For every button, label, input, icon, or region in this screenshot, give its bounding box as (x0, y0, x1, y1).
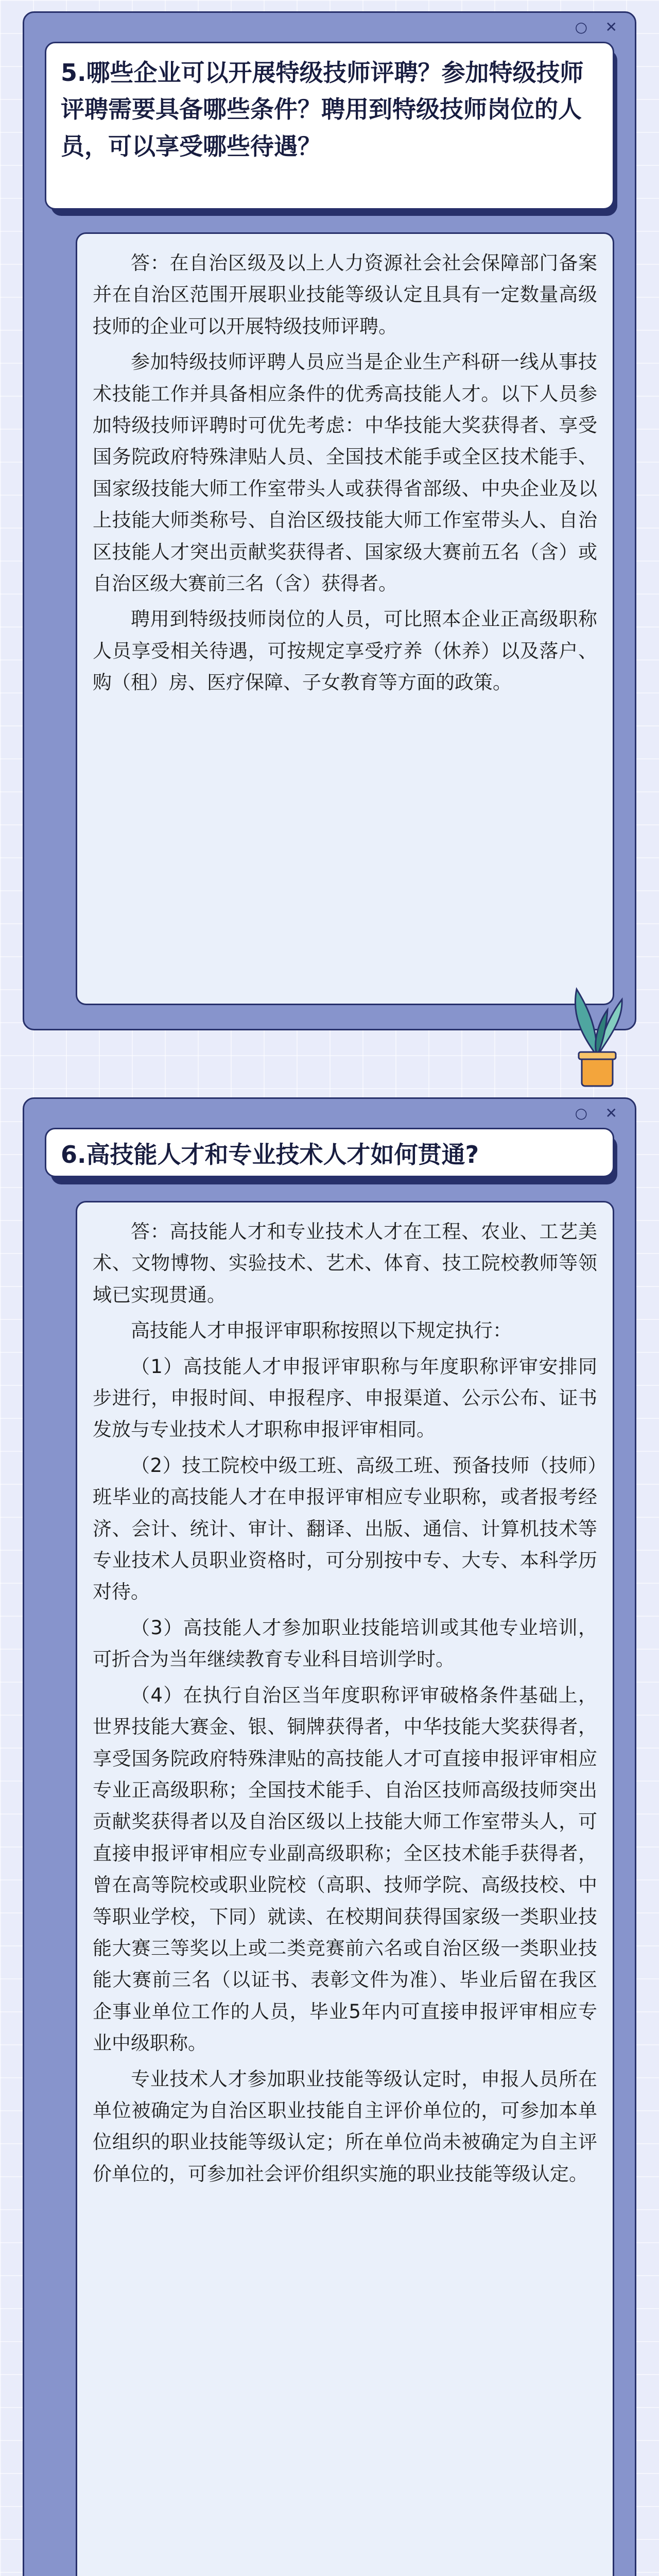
card-title-bar (24, 1099, 635, 1128)
answer-6-paragraph-4: （2）技工院校中级工班、高级工班、预备技师（技师）班毕业的高技能人才在申报评审相应专业职称，或者报考经济、会计、统计、审计、翻译、出版、通信、计算机技术等专业技术人员职业资格时，可分别按中专、大专、本科学历对待。 (93, 1454, 597, 1603)
answer-6-paragraph-5: （3）高技能人才参加职业技能培训或其他专业培训，可折合为当年继续教育专业科目培训学时。 (93, 1616, 597, 1671)
answer-6-paragraph-6: （4）在执行自治区当年度职称评审破格条件基础上，世界技能大赛金、银、铜牌获得者，中华技能大奖获得者，享受国务院政府特殊津贴的高技能人才可直接申报评审相应专业正高级职称；全国技术能手、自治区技师高级技师突出贡献奖获得者以及自治区级以上技能大师工作室带头人，可直接申报评审相应专业副高级职称；全区技术能手获得者，曾在高等院校或职业院校（高职、技师学院、高级技校、中等职业学校，下同）就读、在校期间获得国家级一类职业技能大赛三等奖以上或二类竞赛前六名或自治区级一类职业技能大赛前三名（以证书、表彰文件为准）、毕业后留在我区企事业单位工作的人员，毕业5年内可直接申报评审相应专业中级职称。 (93, 1684, 597, 2055)
answer-5 (76, 232, 614, 1005)
answer-6-paragraph-1: 答：高技能人才和专业技术人才在工程、农业、工艺美术、文物博物、实验技术、艺术、体育、技工院校教师等领域已实现贯通。 (93, 1221, 597, 1306)
faq-card-5 (23, 11, 636, 1030)
card-title-bar (24, 13, 635, 42)
answer-6-paragraph-2: 高技能人才申报评审职称按照以下规定执行： (131, 1319, 512, 1342)
question-6: 6.高技能人才和专业技术人才如何贯通? (45, 1128, 614, 1177)
answer-6-paragraph-7: 专业技术人才参加职业技能等级认定时，申报人员所在单位被确定为自治区职业技能自主评价单位的，可参加本单位组织的职业技能等级认定；所在单位尚未被确定为自主评价单位的，可参加社会评价组织实施的职业技能等级认定。 (93, 2067, 597, 2185)
potted-plant-icon (561, 979, 633, 1097)
faq-card-6 (23, 1097, 636, 2576)
restore-icon[interactable]: ○ (575, 1105, 587, 1122)
question-5: 5.哪些企业可以开展特级技师评聘？参加特级技师评聘需要具备哪些条件？聘用到特级技师岗位的人员，可以享受哪些待遇？ (45, 42, 614, 210)
restore-icon[interactable]: ○ (575, 19, 587, 36)
answer-5-paragraph-1: 答：在自治区级及以上人力资源社会社会保障部门备案并在自治区范围开展职业技能等级认定且具有一定数量高级技师的企业可以开展特级技师评聘。 (93, 252, 597, 337)
answer-5-paragraph-2: 参加特级技师评聘人员应当是企业生产科研一线从事技术技能工作并具备相应条件的优秀高技能人才。以下人员参加特级技师评聘时可优先考虑：中华技能大奖获得者、享受国务院政府特殊津贴人员、全国技术能手或全区技术能手、国家级技能大师工作室带头人或获得省部级、中央企业及以上技能大师类称号、自治区级技能大师工作室带头人、自治区技能人才突出贡献奖获得者、国家级大赛前五名（含）或自治区级大赛前三名（含）获得者。 (93, 351, 597, 595)
answer-5-paragraph-3: 聘用到特级技师岗位的人员，可比照本企业正高级职称人员享受相关待遇，可按规定享受疗养（休养）以及落户、购（租）房、医疗保障、子女教育等方面的政策。 (93, 608, 597, 694)
close-icon[interactable]: ✕ (605, 19, 617, 36)
answer-6 (76, 1201, 614, 2576)
answer-6-paragraph-3: （1）高技能人才申报评审职称与年度职称评审安排同步进行，申报时间、申报程序、申报渠道、公示公布、证书发放与专业技术人才职称申报评审相同。 (93, 1355, 597, 1441)
close-icon[interactable]: ✕ (605, 1105, 617, 1122)
